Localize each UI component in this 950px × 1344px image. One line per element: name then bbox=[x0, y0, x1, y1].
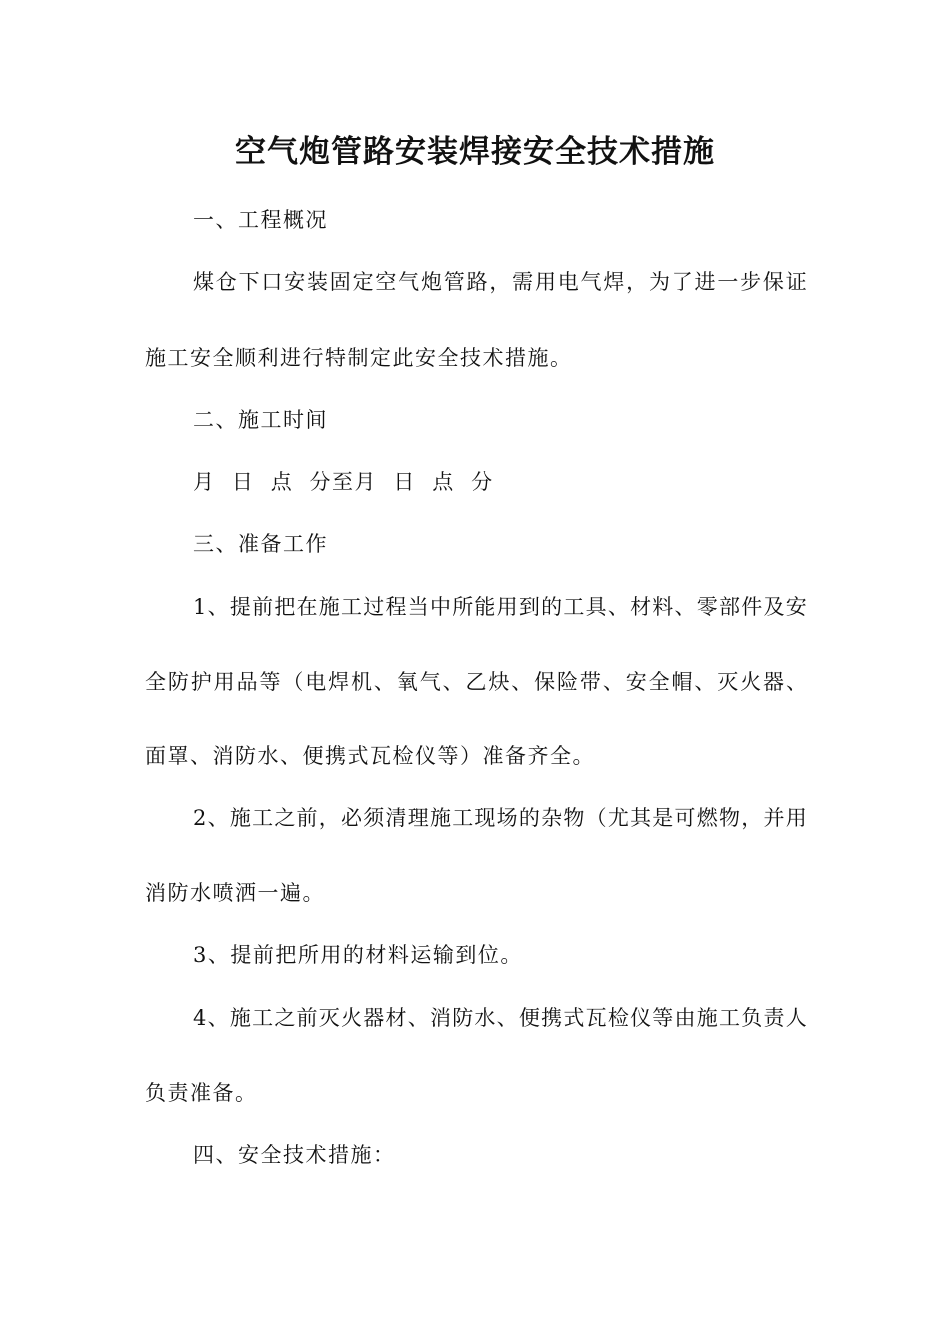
list-item-1-line-3: 面罩、消防水、便携式瓦检仪等）准备齐全。 bbox=[145, 744, 595, 768]
list-item-1-line-1: 1 、 提 前 把 在 施 工 过 程 当 中 所 能 用 到 的 工 具 、 材 料 、 零 部 件 及 安 bbox=[193, 595, 807, 619]
list-item-4-line-1: 4 、 施 工 之 前 灭 火 器 材 、 消 防 水 、 便 携 式 瓦 检 仪 等 由 施 工 负 责 人 bbox=[193, 1006, 807, 1030]
document-title: 空气炮管路安装焊接安全技术措施 bbox=[235, 134, 715, 170]
list-item-3: 3、提前把所用的材料运输到位。 bbox=[193, 943, 523, 967]
section-heading-overview: 一、工程概况 bbox=[193, 208, 328, 232]
section-heading-safety-measures: 四、安全技术措施： bbox=[193, 1143, 396, 1167]
section-heading-preparation: 三、准备工作 bbox=[193, 532, 328, 556]
list-item-2-line-1: 2 、 施 工 之 前 ， 必 须 清 理 施 工 现 场 的 杂 物 （ 尤 其 是 可 燃 物 ， 并 用 bbox=[193, 806, 807, 830]
section-heading-schedule: 二、施工时间 bbox=[193, 408, 328, 432]
list-item-4-line-2: 负责准备。 bbox=[145, 1081, 258, 1105]
list-item-2-line-2: 消防水喷洒一遍。 bbox=[145, 881, 325, 905]
list-item-1-line-2: 全 防 护 用 品 等 （ 电 焊 机 、 氧 气 、 乙 炔 、 保 险 带 、 安 全 帽 、 灭 火 器 、 bbox=[145, 670, 807, 694]
paragraph-line-1: 煤 仓 下 口 安 装 固 定 空 气 炮 管 路 ， 需 用 电 气 焊 ， 为 了 进 一 步 保 证 bbox=[193, 270, 807, 294]
paragraph-line-2: 施工安全顺利进行特制定此安全技术措施。 bbox=[145, 346, 573, 370]
schedule-line: 月 日 点 分至月 日 点 分 bbox=[193, 470, 494, 494]
